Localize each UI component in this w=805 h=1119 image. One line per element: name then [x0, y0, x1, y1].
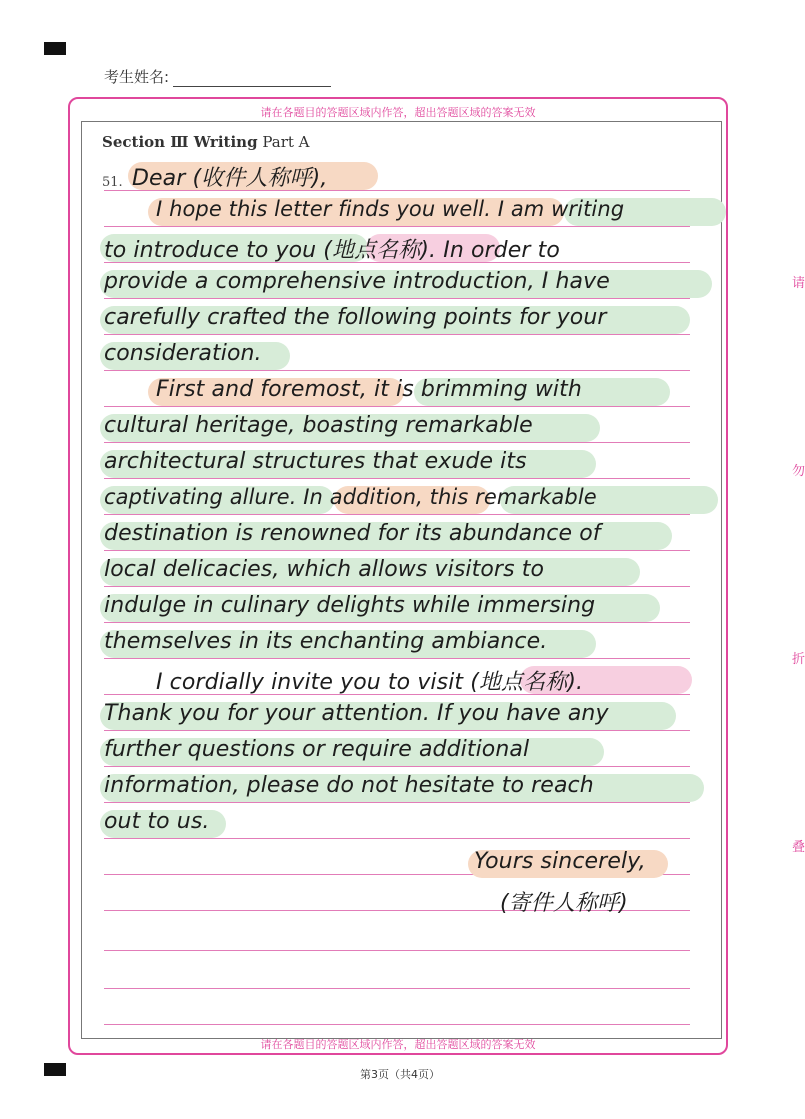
letter-line: indulge in culinary delights while immersing	[104, 593, 596, 618]
ruled-line	[104, 334, 690, 335]
candidate-name-blank	[173, 72, 331, 87]
letter-signature: (寄件人称呼)	[500, 891, 628, 916]
letter-line: Dear (收件人称呼),	[132, 166, 328, 191]
section-title-main: Section Ⅲ Writing	[102, 133, 258, 151]
ruled-line	[104, 586, 690, 587]
letter-line: I cordially invite you to visit (地点名称).	[156, 670, 584, 695]
letter-line: local delicacies, which allows visitors to	[104, 557, 545, 582]
registration-mark-top	[44, 42, 66, 55]
ruled-line	[104, 766, 690, 767]
ruled-line	[104, 406, 690, 407]
letter-line: cultural heritage, boasting remarkable	[104, 413, 533, 438]
ruled-line	[104, 478, 690, 479]
notice-bottom: 请在各题目的答题区域内作答，超出答题区域的答案无效	[260, 1038, 536, 1051]
candidate-name-row	[104, 66, 331, 87]
edge-char: 勿	[792, 464, 805, 479]
edge-char: 叠	[792, 840, 805, 855]
ruled-line	[104, 1024, 690, 1025]
section-title	[102, 133, 310, 151]
ruled-line	[104, 298, 690, 299]
ruled-line	[104, 988, 690, 989]
candidate-name-label: 考生姓名:	[104, 68, 170, 86]
notice-top: 请在各题目的答题区域内作答，超出答题区域的答案无效	[260, 106, 536, 119]
letter-line: further questions or require additional	[104, 737, 530, 762]
ruled-line	[104, 730, 690, 731]
ruled-line	[104, 658, 690, 659]
section-title-part: Part A	[262, 133, 310, 151]
ruled-line	[104, 950, 690, 951]
letter-line: captivating allure. In addition, this remarkable	[104, 485, 597, 509]
letter-line: I hope this letter finds you well. I am writing	[156, 197, 625, 221]
letter-closing: Yours sincerely,	[474, 849, 646, 874]
letter-line: destination is renowned for its abundance of	[104, 521, 601, 546]
letter-line: to introduce to you (地点名称). In order to	[104, 238, 560, 263]
ruled-line	[104, 442, 690, 443]
ruled-line	[104, 226, 690, 227]
ruled-line	[104, 802, 690, 803]
question-number: 51.	[102, 175, 123, 190]
ruled-line	[104, 622, 690, 623]
ruled-line	[104, 370, 690, 371]
ruled-line	[104, 514, 690, 515]
ruled-line	[104, 838, 690, 839]
letter-line: Thank you for your attention. If you have any	[104, 701, 609, 726]
letter-line: themselves in its enchanting ambiance.	[104, 629, 548, 654]
letter-line: out to us.	[104, 809, 210, 834]
letter-line: consideration.	[104, 341, 262, 366]
letter-line: carefully crafted the following points for your	[104, 305, 607, 330]
letter-line: provide a comprehensive introduction, I have	[104, 269, 610, 294]
page-footer: 第3页（共4页）	[360, 1068, 440, 1081]
letter-line: First and foremost, it is brimming with	[156, 377, 582, 402]
letter-line: architectural structures that exude its	[104, 449, 527, 474]
ruled-line	[104, 550, 690, 551]
letter-line: information, please do not hesitate to reach	[104, 773, 594, 798]
edge-char: 请	[792, 276, 805, 291]
edge-char: 折	[792, 652, 805, 667]
